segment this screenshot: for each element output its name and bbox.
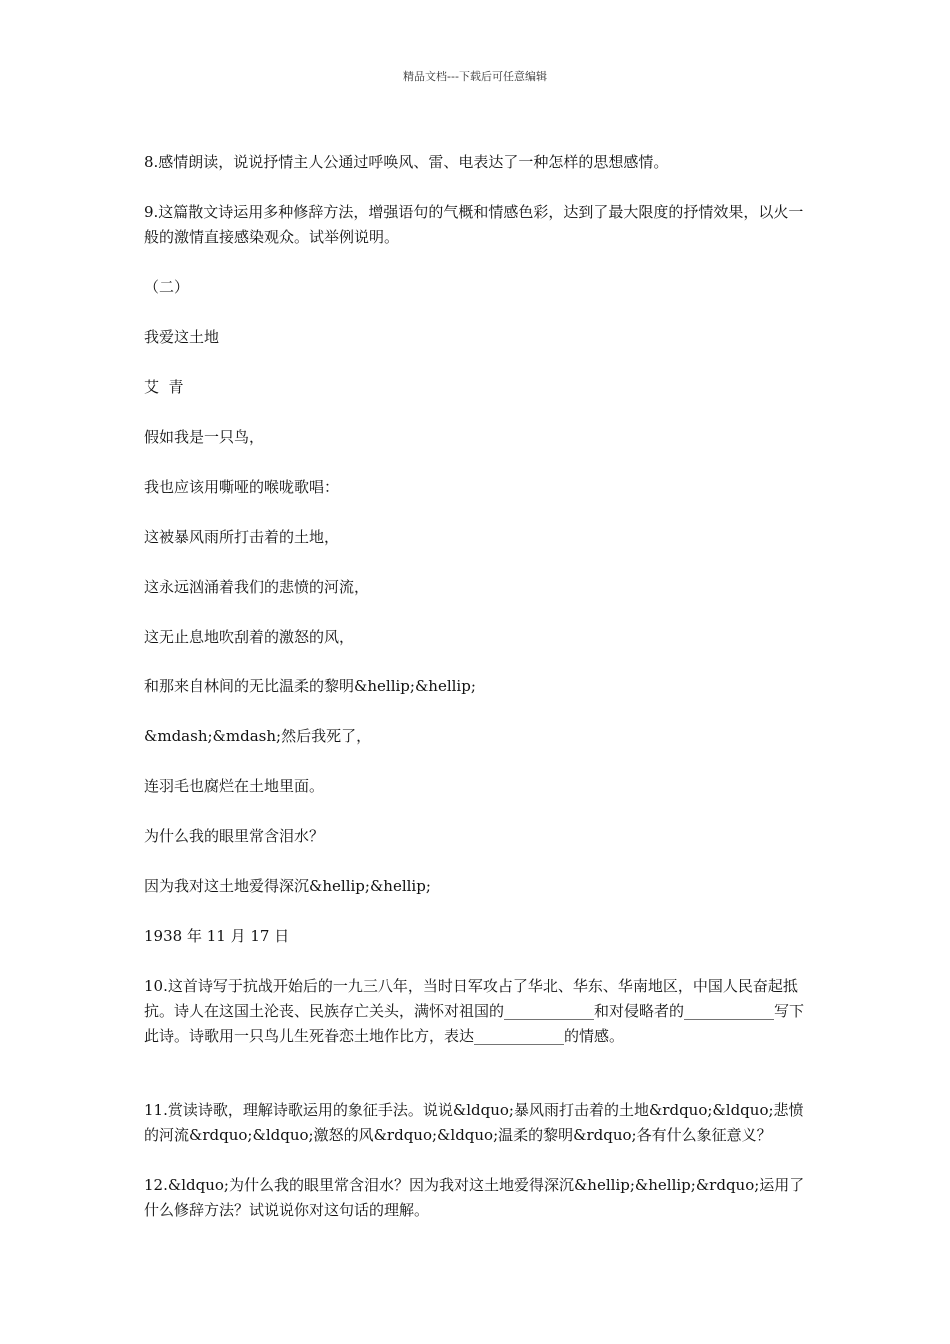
poem-line: 这被暴风雨所打击着的土地， [144,528,340,546]
poem-line: &mdash;&mdash;然后我死了， [144,727,372,745]
question-11: 11.赏读诗歌，理解诗歌运用的象征手法。说说&ldquo;暴风雨打击着的土地&rdquo;&ldquo;悲愤的河流&rdquo;&ldquo;激怒的风&rdquo;&ldquo;温柔的黎明&rdquo;各有什么象征意义？ [144,1101,804,1144]
poem-line: 和那来自林间的无比温柔的黎明&hellip;&hellip; [144,677,476,695]
question-9: 9.这篇散文诗运用多种修辞方法，增强语句的气概和情感色彩，达到了最大限度的抒情效果，以火一般的激情直接感染观众。试举例说明。 [144,203,804,246]
poem-line: 因为我对这土地爱得深沉&hellip;&hellip; [144,877,431,895]
section-heading: （二） [144,278,190,296]
poem-line: 我也应该用嘶哑的喉咙歌唱： [144,478,340,496]
poem-author: 艾 青 [144,378,184,396]
poem-line: 为什么我的眼里常含泪水？ [144,827,325,845]
poem-title: 我爱这土地 [144,328,220,346]
poem-date: 1938 年 11 月 17 日 [144,927,290,945]
question-12: 12.&ldquo;为什么我的眼里常含泪水？因为我对这土地爱得深沉&hellip;&hellip;&rdquo;运用了什么修辞方法？试说说你对这句话的理解。 [144,1176,805,1219]
question-8: 8.感情朗读，说说抒情主人公通过呼唤风、雷、电表达了一种怎样的思想感情。 [144,153,669,171]
poem-line: 这无止息地吹刮着的激怒的风， [144,628,355,646]
page-header: 精品文档---下载后可任意编辑 [403,70,547,83]
poem-line: 这永远汹涌着我们的悲愤的河流， [144,578,370,596]
poem-line: 假如我是一只鸟， [144,428,265,446]
question-10: 10.这首诗写于抗战开始后的一九三八年，当时日军攻占了华北、华东、华南地区，中国人民奋起抵抗。诗人在这国土沦丧、民族存亡关头，满怀对祖国的____________和对侵略者的____________写下此诗。诗歌用一只鸟儿生死眷恋土地作比方，表达____________的情感。 [144,977,805,1045]
poem-line: 连羽毛也腐烂在土地里面。 [144,777,325,795]
